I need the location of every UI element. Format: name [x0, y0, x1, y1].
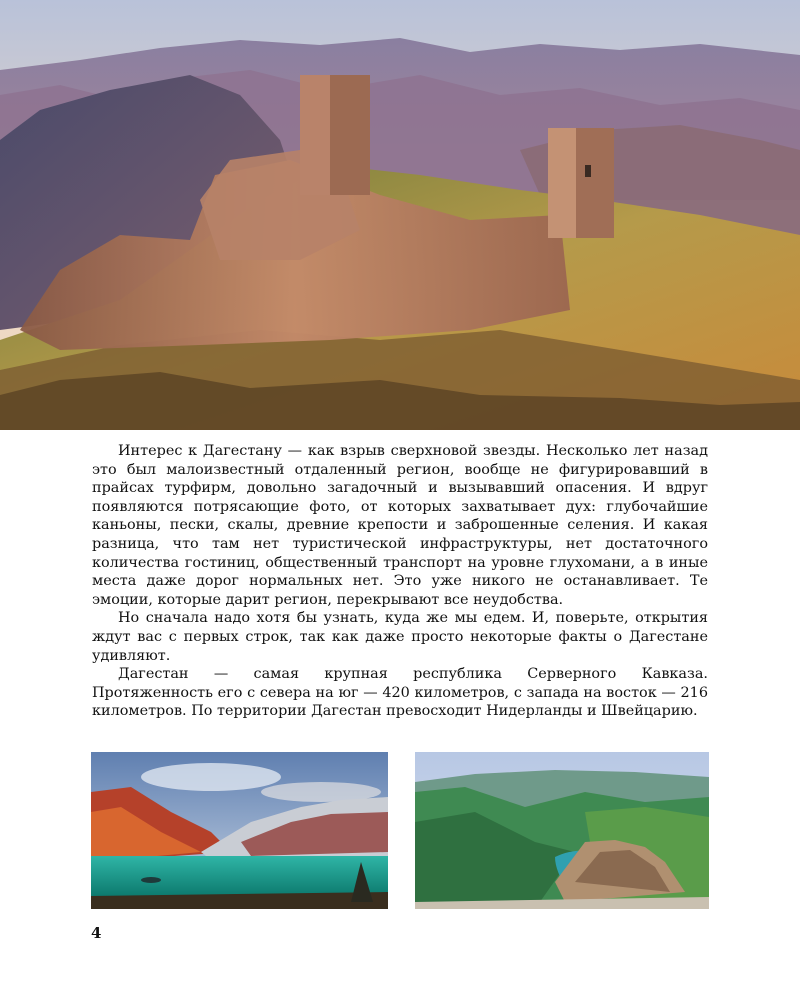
page-number: 4: [91, 924, 102, 942]
paragraph: Но сначала надо хотя бы узнать, куда же мы едем. И, поверьте, открытия ждут вас с первых строк, так как даже просто некоторые факты о Дагестане удивляют.: [92, 610, 708, 664]
body-text: [92, 442, 708, 721]
photo-lake-mountains: [91, 752, 388, 909]
photo-canyon-river: [415, 752, 709, 909]
paragraph: Дагестан — самая крупная республика Серверного Кавказа. Протяженность его с севера на юг — 420 километров, с запада на восток — 216 километров. По территории Дагестан превосходит Нидерланды и Швейцарию.: [92, 666, 708, 720]
paragraph: Интерес к Дагестану — как взрыв сверхновой звезды. Несколько лет назад это был малоизвестный отдаленный регион, вообще не фигурировавший в прайсах турфирм, довольно загадочный и вызывавший опасения. И вдруг появляются потрясающие фото, от которых захватывает дух: глубочайшие каньоны, пески, скалы, древние крепости и заброшенные селения. И какая разница, что там нет туристической инфраструктуры, нет достаточного количества гостиниц, общественный транспорт на уровне глухомани, а в иные места даже дорог нормальных нет. Это уже никого не останавливает. Те эмоции, которые дарит регион, перекрывают все неудобства.: [92, 443, 708, 608]
hero-photo-mountain-towers: [0, 0, 800, 430]
